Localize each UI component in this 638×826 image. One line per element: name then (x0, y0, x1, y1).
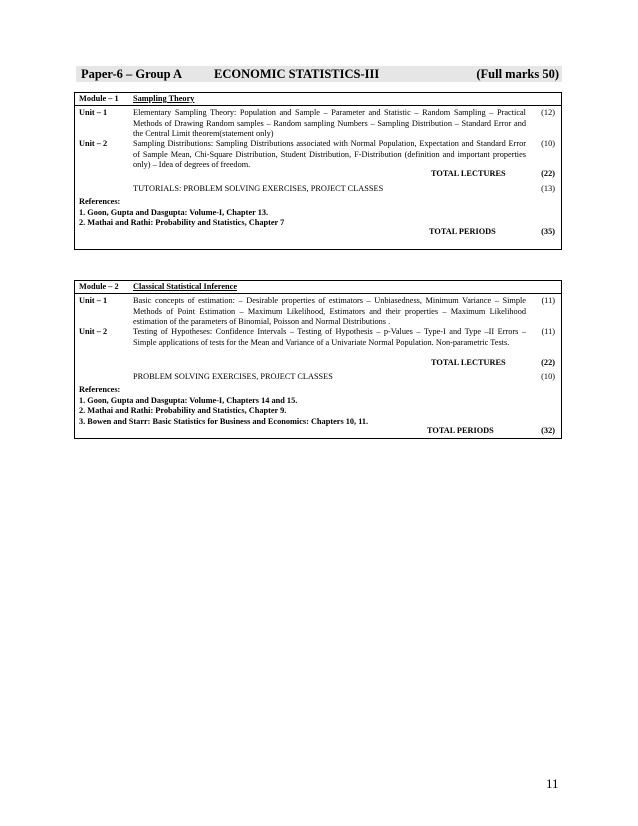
reference-item: 2. Mathai and Rathi: Probability and Statistics, Chapter 9. (79, 406, 287, 415)
module-1-box (74, 92, 562, 250)
reference-item: 2. Mathai and Rathi: Probability and Statistics, Chapter 7 (79, 218, 285, 227)
total-periods-label: TOTAL PERIODS (429, 227, 496, 236)
unit-marks: (11) (541, 327, 555, 336)
module-1-title: Sampling Theory (133, 94, 195, 103)
references-heading: References: (79, 385, 121, 394)
module-2-box (74, 280, 562, 439)
tutorials-label: PROBLEM SOLVING EXERCISES, PROJECT CLASSES (133, 372, 333, 381)
total-lectures-value: (22) (541, 358, 555, 367)
unit-description: Sampling Distributions: Sampling Distributions associated with Normal Population, Expectation and Standard Error of Sample Mean, Chi-Square Distribution, Student Distribution, F-Distribution (definition and important properties only) – Idea of degrees of freedom. (133, 139, 526, 169)
unit-description: Elementary Sampling Theory: Population and Sample – Parameter and Statistic – Random Sampling – Practical Methods of Drawing Random samples – Random sampling Numbers – Sampling Distribution – Standard Error and the Central Limit theorem(statement only) (133, 108, 526, 138)
total-lectures-value: (22) (541, 169, 555, 178)
tutorials-label: TUTORIALS: PROBLEM SOLVING EXERCISES, PROJECT CLASSES (133, 184, 384, 193)
references-heading: References: (79, 197, 121, 206)
unit-marks: (11) (541, 296, 555, 305)
unit-label: Unit – 1 (79, 108, 108, 117)
module-2-label: Module – 2 (79, 282, 119, 291)
references-block (79, 197, 284, 229)
tutorials-value: (13) (541, 184, 555, 193)
tutorials-value: (10) (541, 372, 555, 381)
paper-title-bar (76, 66, 562, 82)
reference-item: 1. Goon, Gupta and Dasgupta: Volume-I, Chapters 14 and 15. (79, 395, 298, 405)
unit-label: Unit – 2 (79, 139, 108, 148)
unit-label: Unit – 1 (79, 296, 108, 305)
references-block (79, 385, 368, 427)
total-lectures-label: TOTAL LECTURES (431, 169, 506, 178)
module-1-label: Module – 1 (79, 94, 119, 103)
total-periods-value: (35) (541, 227, 555, 236)
module-2-header (75, 281, 561, 294)
reference-item: 1. Goon, Gupta and Dasgupta: Volume-I, Chapter 13. (79, 207, 269, 217)
module-1-header (75, 93, 561, 106)
unit-label: Unit – 2 (79, 327, 108, 336)
reference-item: 3. Bowen and Starr: Basic Statistics for Business and Economics: Chapters 10, 11. (79, 416, 369, 426)
page-number: 11 (546, 776, 559, 791)
unit-marks: (10) (541, 139, 555, 148)
paper-label: Paper-6 – Group A (81, 67, 183, 81)
unit-description: Basic concepts of estimation: – Desirable properties of estimators – Unbiasedness, Minimum Variance – Simple Methods of Point Estimation – Maximum Likelihood, Estimators and their properties – Maximum Likelihood estimation of the parameters of Binomial, Poisson and Normal Distributions . (133, 296, 526, 326)
subject-title: ECONOMIC STATISTICS-III (214, 67, 380, 81)
full-marks: (Full marks 50) (476, 67, 559, 81)
total-lectures-label: TOTAL LECTURES (431, 358, 506, 367)
unit-description: Testing of Hypotheses: Confidence Intervals – Testing of Hypothesis – p-Values – Type-I and Type –II Errors – Simple applications of tests for the Mean and Variance of a Univariate Normal Population. Non-parametric Tests. (133, 327, 526, 347)
total-periods-value: (32) (541, 426, 555, 435)
module-2-title: Classical Statistical Inference (133, 282, 238, 291)
unit-marks: (12) (541, 108, 555, 117)
total-periods-label: TOTAL PERIODS (427, 426, 494, 435)
